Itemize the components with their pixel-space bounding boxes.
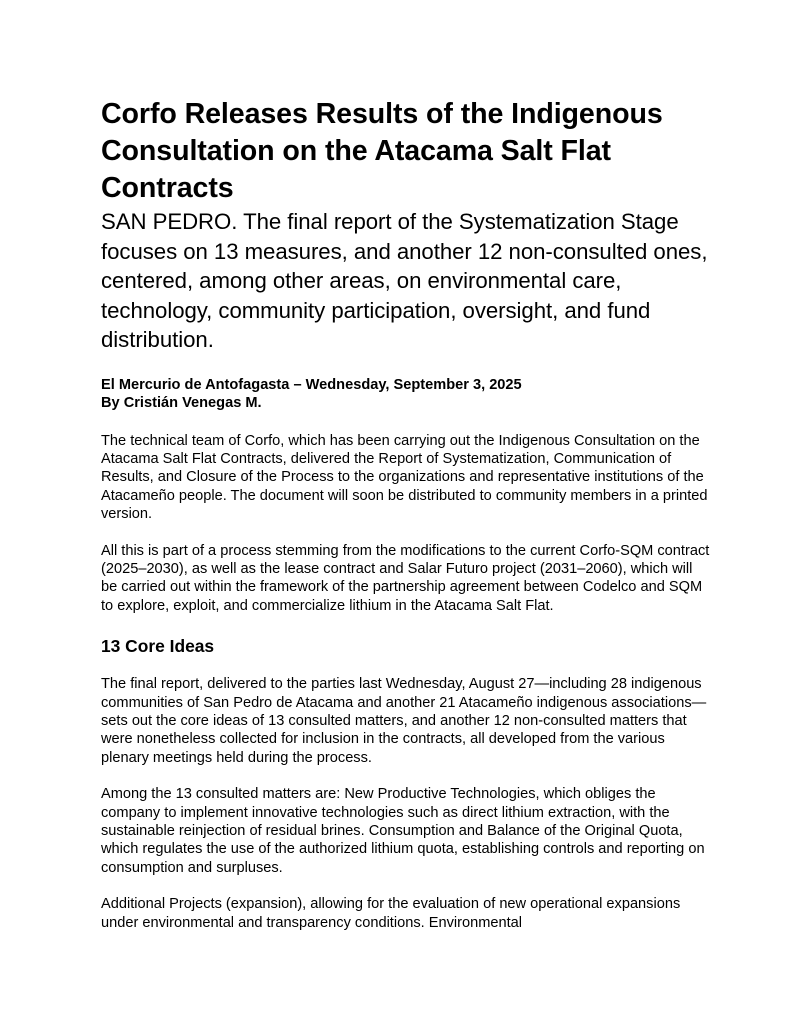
body-paragraph-3: The final report, delivered to the parties last Wednesday, August 27—including 28 indigenous communities of San Pedro de Atacama and another 21 Atacameño indigenous associations—sets out the core ideas of 13 consulted matters, and another 12 non-consulted matters that were nonetheless collected for inclusion in the contracts, all developed from the various plenary meetings held during the process. xyxy=(101,676,707,766)
author-line: By Cristián Venegas M. xyxy=(101,395,262,411)
body-paragraph-4: Among the 13 consulted matters are: New Productive Technologies, which obliges the company to implement innovative technologies such as direct lithium extraction, with the sustainable reinjection of residual brines. Consumption and Balance of the Original Quota, which regulates the use of the authorized lithium quota, establishing controls and reporting on consumption and surpluses. xyxy=(101,786,705,876)
source-line: El Mercurio de Antofagasta – Wednesday, September 3, 2025 xyxy=(101,376,522,393)
body-paragraph-2: All this is part of a process stemming from the modifications to the current Corfo-SQM contract (2025–2030), as well as the lease contract and Salar Futuro project (2031–2060), which will be carried out within the framework of the partnership agreement between Codelco and SQM to explore, exploit, and commercialize lithium in the Atacama Salt Flat. xyxy=(101,542,710,614)
section-heading: 13 Core Ideas xyxy=(101,636,215,657)
body-paragraph-1: The technical team of Corfo, which has been carrying out the Indigenous Consultation on the Atacama Salt Flat Contracts, delivered the Report of Systematization, Communication of Results, and Closure of the Process to the organizations and representative institutions of the Atacameño people. The document will soon be distributed to community members in a printed version. xyxy=(101,432,708,523)
article-subheadline: SAN PEDRO. The final report of the Systematization Stage focuses on 13 measures, and another 12 non-consulted ones, centered, among other areas, on environmental care, technology, community participation, oversight, and fund distribution. xyxy=(101,209,708,352)
body-paragraph-5: Additional Projects (expansion), allowing for the evaluation of new operational expansions under environmental and transparency conditions. Environmental xyxy=(101,896,681,931)
document-page xyxy=(101,96,711,932)
byline xyxy=(101,376,711,413)
article-headline: Corfo Releases Results of the Indigenous Consultation on the Atacama Salt Flat Contracts xyxy=(101,98,663,204)
